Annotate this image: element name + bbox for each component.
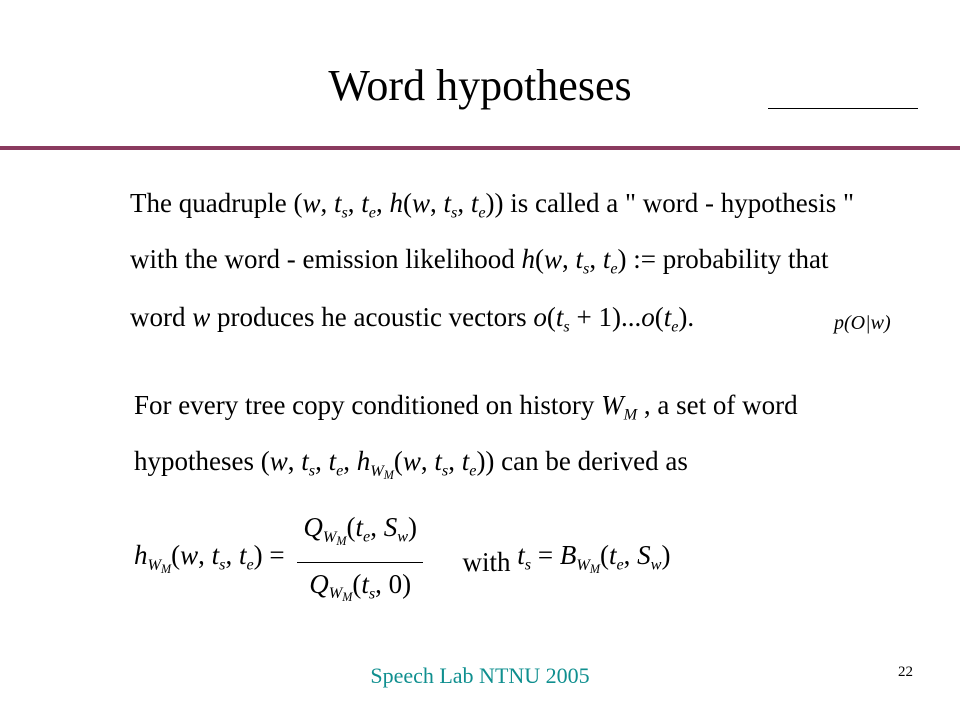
emission-likelihood-formula: h(w, $t_s$, $t_e$)	[521, 244, 627, 278]
formula-condition: $t_s = B_{WM}(t_e$, $S_w$)	[517, 540, 671, 577]
block1-line1-suffix: is called a " word - hypothesis "	[510, 188, 854, 218]
block1-line2	[130, 242, 828, 286]
page-number: 22	[898, 664, 913, 680]
block2-line2-suffix: can be derived as	[501, 446, 688, 476]
block1-line2-suffix: := probability that	[633, 244, 829, 274]
block2-line2	[134, 444, 688, 492]
footer: Speech Lab NTNU 2005	[370, 663, 590, 688]
formula-numerator: $Q_{WM}(t_e$, $S_w$)	[297, 508, 423, 563]
block1-line2-prefix: with the word - emission likelihood	[130, 244, 515, 274]
block1-line3-middle: produces he acoustic vectors	[217, 302, 527, 332]
quadruple-formula: (w, $t_s$, $t_e$, h(w, $t_s$, $t_e$))	[293, 188, 504, 222]
derivation-formula	[134, 508, 670, 616]
block1-line1-prefix: The quadruple	[130, 188, 287, 218]
block1-line3	[130, 300, 694, 344]
block1-line1	[130, 186, 854, 230]
title-short-underline	[768, 108, 918, 109]
block1-line3-prefix: word	[130, 302, 186, 332]
block2-line1	[134, 388, 798, 432]
hypotheses-formula: (w, $t_s$, $t_e$, $h_{WM}(w$, $t_s$, $t_e$))	[260, 446, 495, 482]
block2-line2-prefix: hypotheses	[134, 446, 254, 476]
acoustic-vectors-formula: $o(t_s + 1)...o(t_e)$.	[533, 302, 695, 336]
history-formula: $W_M$	[601, 390, 638, 424]
side-label: p(O|w)	[834, 312, 891, 334]
slide-title: Word hypotheses	[328, 61, 632, 110]
block2-line1-prefix: For every tree copy conditioned on history	[134, 390, 595, 420]
formula-denominator: $Q_{WM}(t_s$, 0)	[309, 568, 412, 605]
word-variable: w	[192, 302, 211, 332]
formula-fraction	[297, 508, 423, 616]
title-rule	[0, 146, 960, 150]
formula-lhs: $h_{WM}(w$, $t_s$, $t_e$) =	[134, 540, 285, 577]
formula-with: with	[462, 547, 511, 578]
block2-line1-suffix: , a set of word	[643, 390, 798, 420]
